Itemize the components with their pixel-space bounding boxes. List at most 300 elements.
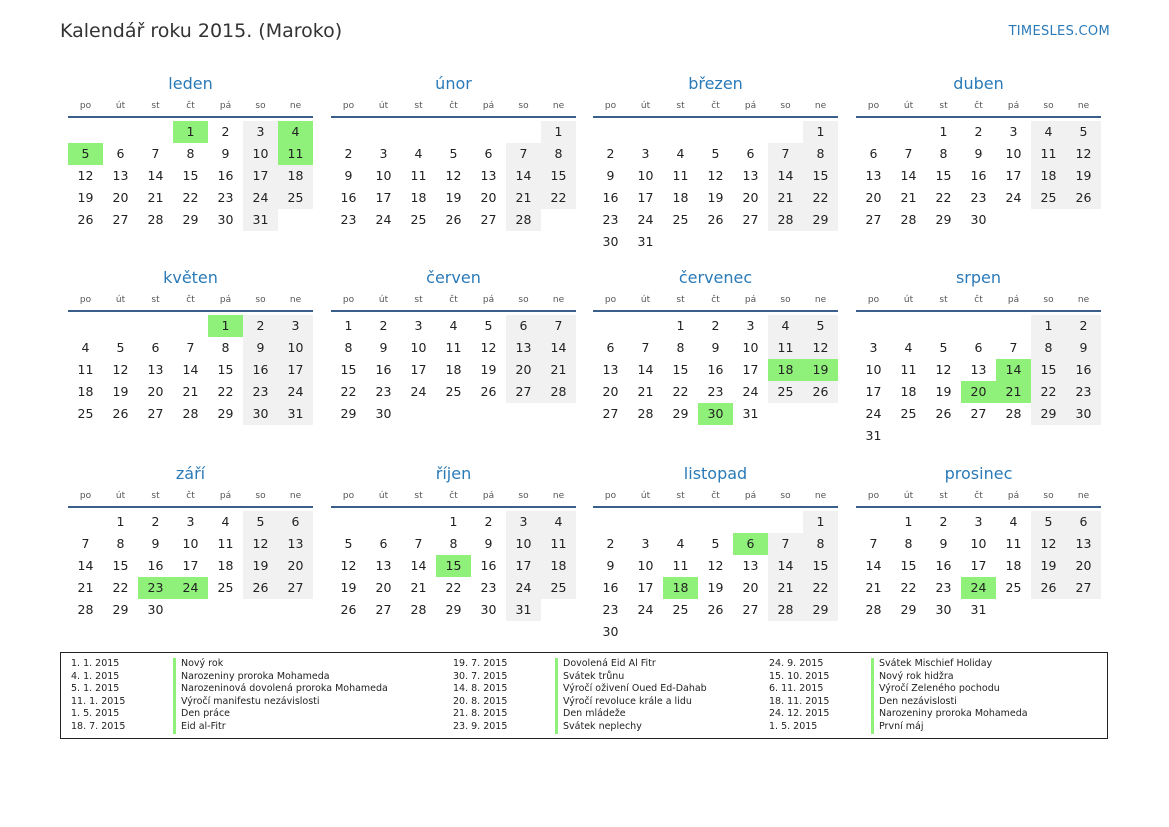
weekday-label: po <box>867 491 880 501</box>
day-cell: 4 <box>768 315 803 337</box>
day-cell: 1 <box>939 124 948 139</box>
day-cell: 16 <box>217 168 234 183</box>
weekday-label: st <box>676 101 685 111</box>
day-cell: 14 <box>768 555 803 577</box>
day-cell: 26 <box>1066 187 1101 209</box>
month-name: březen <box>688 74 743 93</box>
holiday-day-cell: 18 <box>663 577 698 599</box>
day-cell: 25 <box>410 212 427 227</box>
day-cell: 24 <box>742 384 759 399</box>
day-cell: 3 <box>186 514 195 529</box>
holiday-row <box>759 671 1028 684</box>
holiday-marker <box>555 671 558 684</box>
day-cell: 18 <box>445 362 462 377</box>
holiday-date: 14. 8. 2015 <box>453 683 508 695</box>
holiday-day-cell: 24 <box>173 577 208 599</box>
weekday-label: ne <box>289 491 302 501</box>
day-cell: 12 <box>480 340 497 355</box>
day-cell: 23 <box>707 384 724 399</box>
day-cell: 11 <box>1005 536 1022 551</box>
day-cell: 6 <box>116 146 125 161</box>
weekday-label: so <box>1043 491 1054 501</box>
weekday-label: so <box>255 101 266 111</box>
day-cell: 31 <box>637 234 654 249</box>
day-cell: 25 <box>900 406 917 421</box>
day-cell: 12 <box>340 558 357 573</box>
day-cell: 16 <box>602 580 619 595</box>
day-cell: 9 <box>1066 337 1101 359</box>
day-cell: 7 <box>506 143 541 165</box>
day-cell: 8 <box>939 146 948 161</box>
day-grid <box>593 315 838 425</box>
weekday-label: po <box>342 491 355 501</box>
day-cell: 22 <box>900 580 917 595</box>
weekday-label: po <box>342 295 355 305</box>
holiday-day-cell: 6 <box>733 533 768 555</box>
holiday-marker <box>871 721 874 734</box>
day-cell: 8 <box>541 143 576 165</box>
day-cell: 20 <box>375 580 392 595</box>
day-cell: 22 <box>112 580 129 595</box>
day-cell: 29 <box>340 406 357 421</box>
weekday-label: čt <box>711 101 720 111</box>
weekday-label: ne <box>289 101 302 111</box>
day-cell: 23 <box>217 190 234 205</box>
holiday-name: První máj <box>879 720 924 732</box>
day-cell: 28 <box>506 209 541 231</box>
holiday-date: 24. 9. 2015 <box>769 658 824 669</box>
weekday-header <box>331 99 576 118</box>
day-cell: 27 <box>506 381 541 403</box>
holiday-row <box>443 721 707 734</box>
month-name: květen <box>163 268 218 287</box>
weekday-label: út <box>115 101 126 111</box>
day-cell: 6 <box>746 146 755 161</box>
month-name: srpen <box>955 268 1002 287</box>
day-cell: 11 <box>77 362 94 377</box>
day-cell: 15 <box>935 168 952 183</box>
day-cell: 7 <box>541 315 576 337</box>
day-cell: 15 <box>182 168 199 183</box>
day-cell: 1 <box>449 514 458 529</box>
day-cell: 12 <box>77 168 94 183</box>
day-cell: 30 <box>602 234 619 249</box>
day-cell: 2 <box>243 315 278 337</box>
day-cell: 17 <box>742 362 759 377</box>
day-cell: 17 <box>637 580 654 595</box>
weekday-header <box>856 293 1101 312</box>
weekday-label: út <box>378 491 389 501</box>
weekday-label: ne <box>552 295 565 305</box>
day-cell: 14 <box>541 337 576 359</box>
day-cell: 31 <box>970 602 987 617</box>
weekday-header <box>331 293 576 312</box>
day-cell: 29 <box>672 406 689 421</box>
day-cell: 8 <box>116 536 125 551</box>
month-3 <box>856 73 1101 231</box>
day-grid <box>856 315 1101 447</box>
weekday-label: po <box>867 101 880 111</box>
day-cell: 11 <box>1031 143 1066 165</box>
day-cell: 10 <box>506 533 541 555</box>
day-cell: 4 <box>221 514 230 529</box>
day-cell: 2 <box>1066 315 1101 337</box>
day-cell: 17 <box>506 555 541 577</box>
day-cell: 11 <box>410 168 427 183</box>
weekday-label: st <box>151 101 160 111</box>
day-cell: 8 <box>344 340 353 355</box>
holiday-name: Svátek Mischief Holiday <box>879 658 993 669</box>
weekday-label: st <box>939 295 948 305</box>
day-cell: 21 <box>900 190 917 205</box>
weekday-label: ne <box>1077 491 1090 501</box>
day-cell: 3 <box>974 514 983 529</box>
day-cell: 26 <box>243 577 278 599</box>
month-5 <box>331 267 576 425</box>
day-cell: 26 <box>480 384 497 399</box>
day-cell: 13 <box>742 168 759 183</box>
day-cell: 5 <box>711 536 720 551</box>
holiday-name: Narozeniny proroka Mohameda <box>181 670 330 682</box>
day-cell: 10 <box>278 337 313 359</box>
holiday-name: Výročí oživení Oued Ed-Dahab <box>563 683 707 695</box>
holiday-list <box>60 652 1108 739</box>
day-cell: 26 <box>340 602 357 617</box>
day-cell: 23 <box>602 602 619 617</box>
day-cell: 12 <box>1066 143 1101 165</box>
day-cell: 5 <box>116 340 125 355</box>
month-name: prosinec <box>944 464 1013 483</box>
day-cell: 19 <box>243 555 278 577</box>
day-cell: 17 <box>182 558 199 573</box>
day-cell: 11 <box>672 558 689 573</box>
weekday-label: čt <box>186 491 195 501</box>
weekday-label: út <box>903 101 914 111</box>
day-cell: 4 <box>81 340 90 355</box>
day-cell: 1 <box>676 318 685 333</box>
day-cell: 16 <box>602 190 619 205</box>
day-cell: 24 <box>637 212 654 227</box>
holiday-date: 1. 5. 2015 <box>71 708 120 720</box>
day-cell: 2 <box>974 124 983 139</box>
holiday-name: Výročí revoluce krále a lidu <box>563 695 692 707</box>
weekday-header <box>856 489 1101 508</box>
holiday-name: Eid al-Fitr <box>181 720 226 732</box>
day-cell: 21 <box>768 577 803 599</box>
day-cell: 5 <box>449 146 458 161</box>
day-cell: 17 <box>243 165 278 187</box>
day-cell: 4 <box>414 146 423 161</box>
holiday-date: 1. 1. 2015 <box>71 658 120 669</box>
day-cell: 10 <box>742 340 759 355</box>
day-cell: 30 <box>935 602 952 617</box>
holiday-marker <box>555 696 558 709</box>
weekday-label: so <box>518 491 529 501</box>
day-grid <box>68 315 313 425</box>
day-cell: 30 <box>1066 403 1101 425</box>
day-cell: 9 <box>974 146 983 161</box>
weekday-label: pá <box>219 295 232 305</box>
day-cell: 12 <box>707 558 724 573</box>
weekday-label: ne <box>814 295 827 305</box>
day-grid <box>856 121 1101 231</box>
day-cell: 12 <box>1031 533 1066 555</box>
holiday-day-cell: 20 <box>961 381 996 403</box>
day-cell: 23 <box>970 190 987 205</box>
holiday-name: Svátek trůnu <box>563 670 625 682</box>
day-cell: 24 <box>278 381 313 403</box>
day-cell: 14 <box>410 558 427 573</box>
day-cell: 21 <box>147 190 164 205</box>
weekday-header <box>856 99 1101 118</box>
holiday-row <box>759 683 1028 696</box>
day-cell: 26 <box>935 406 952 421</box>
day-cell: 20 <box>506 359 541 381</box>
day-cell: 8 <box>221 340 230 355</box>
day-cell: 28 <box>768 209 803 231</box>
weekday-label: st <box>676 295 685 305</box>
holiday-day-cell: 23 <box>138 577 173 599</box>
weekday-label: út <box>903 295 914 305</box>
day-cell: 21 <box>410 580 427 595</box>
weekday-label: pá <box>482 491 495 501</box>
weekday-label: st <box>676 491 685 501</box>
day-cell: 27 <box>602 406 619 421</box>
holiday-marker <box>555 683 558 696</box>
day-cell: 20 <box>112 190 129 205</box>
day-cell: 1 <box>1031 315 1066 337</box>
weekday-label: ne <box>1077 295 1090 305</box>
holiday-name: Narozeniny proroka Mohameda <box>879 708 1028 720</box>
day-cell: 7 <box>1009 340 1018 355</box>
day-cell: 4 <box>1009 514 1018 529</box>
weekday-header <box>593 489 838 508</box>
day-cell: 23 <box>375 384 392 399</box>
day-cell: 12 <box>935 362 952 377</box>
day-cell: 2 <box>939 514 948 529</box>
day-cell: 29 <box>900 602 917 617</box>
day-cell: 17 <box>865 384 882 399</box>
day-cell: 4 <box>904 340 913 355</box>
day-cell: 17 <box>410 362 427 377</box>
day-cell: 28 <box>768 599 803 621</box>
day-cell: 23 <box>602 212 619 227</box>
holiday-day-cell: 1 <box>208 315 243 337</box>
day-cell: 30 <box>480 602 497 617</box>
weekday-header <box>593 99 838 118</box>
holiday-day-cell: 14 <box>996 359 1031 381</box>
weekday-header <box>331 489 576 508</box>
weekday-label: po <box>867 295 880 305</box>
day-cell: 19 <box>1066 165 1101 187</box>
weekday-label: so <box>1043 295 1054 305</box>
day-cell: 25 <box>672 602 689 617</box>
day-cell: 2 <box>484 514 493 529</box>
day-cell: 2 <box>606 536 615 551</box>
weekday-label: pá <box>744 491 757 501</box>
day-cell: 6 <box>506 315 541 337</box>
day-cell: 25 <box>1005 580 1022 595</box>
day-cell: 12 <box>707 168 724 183</box>
day-cell: 17 <box>278 359 313 381</box>
day-cell: 6 <box>278 511 313 533</box>
day-cell: 3 <box>506 511 541 533</box>
weekday-label: út <box>115 295 126 305</box>
holiday-marker <box>871 696 874 709</box>
day-cell: 25 <box>672 212 689 227</box>
weekday-label: út <box>640 101 651 111</box>
weekday-label: čt <box>974 295 983 305</box>
weekday-label: čt <box>449 101 458 111</box>
weekday-label: st <box>414 101 423 111</box>
day-cell: 2 <box>344 146 353 161</box>
day-cell: 24 <box>410 384 427 399</box>
day-cell: 4 <box>676 146 685 161</box>
weekday-header <box>68 99 313 118</box>
month-name: duben <box>953 74 1004 93</box>
holiday-row <box>443 671 707 684</box>
day-cell: 14 <box>768 165 803 187</box>
day-cell: 11 <box>672 168 689 183</box>
holiday-day-cell: 11 <box>278 143 313 165</box>
weekday-label: pá <box>744 101 757 111</box>
weekday-label: ne <box>814 491 827 501</box>
day-cell: 25 <box>77 406 94 421</box>
day-cell: 24 <box>506 577 541 599</box>
day-cell: 24 <box>243 187 278 209</box>
weekday-label: pá <box>482 295 495 305</box>
day-cell: 26 <box>112 406 129 421</box>
day-cell: 27 <box>278 577 313 599</box>
day-cell: 15 <box>803 555 838 577</box>
day-cell: 16 <box>375 362 392 377</box>
day-cell: 19 <box>340 580 357 595</box>
day-cell: 21 <box>637 384 654 399</box>
weekday-label: so <box>1043 101 1054 111</box>
holiday-row <box>443 658 707 671</box>
day-cell: 1 <box>116 514 125 529</box>
day-cell: 5 <box>803 315 838 337</box>
month-1 <box>331 73 576 231</box>
day-cell: 13 <box>375 558 392 573</box>
day-cell: 22 <box>541 187 576 209</box>
day-cell: 14 <box>637 362 654 377</box>
day-cell: 13 <box>480 168 497 183</box>
weekday-label: st <box>939 491 948 501</box>
holiday-row <box>61 683 388 696</box>
weekday-label: po <box>604 295 617 305</box>
weekday-label: so <box>518 295 529 305</box>
day-cell: 21 <box>77 580 94 595</box>
month-name: červenec <box>678 268 753 287</box>
day-cell: 16 <box>147 558 164 573</box>
day-cell: 2 <box>606 146 615 161</box>
holiday-marker <box>173 683 176 696</box>
day-cell: 4 <box>449 318 458 333</box>
brand-link[interactable]: TIMESLES.COM <box>1008 24 1110 39</box>
day-cell: 29 <box>803 599 838 621</box>
day-cell: 19 <box>112 384 129 399</box>
day-cell: 13 <box>278 533 313 555</box>
day-cell: 19 <box>707 580 724 595</box>
day-cell: 2 <box>379 318 388 333</box>
weekday-label: út <box>640 491 651 501</box>
holiday-date: 5. 1. 2015 <box>71 683 120 695</box>
weekday-label: po <box>604 101 617 111</box>
day-cell: 9 <box>344 168 353 183</box>
day-cell: 18 <box>1005 558 1022 573</box>
day-cell: 10 <box>182 536 199 551</box>
day-cell: 22 <box>1031 381 1066 403</box>
weekday-label: čt <box>974 491 983 501</box>
day-cell: 12 <box>445 168 462 183</box>
holiday-name: Narozeninová dovolená proroka Mohameda <box>181 683 388 695</box>
weekday-label: so <box>780 491 791 501</box>
day-cell: 27 <box>112 212 129 227</box>
month-name: červen <box>426 268 481 287</box>
day-cell: 17 <box>1005 168 1022 183</box>
day-cell: 7 <box>151 146 160 161</box>
weekday-label: pá <box>219 101 232 111</box>
day-cell: 22 <box>803 577 838 599</box>
day-cell: 27 <box>970 406 987 421</box>
weekday-label: pá <box>219 491 232 501</box>
weekday-label: út <box>378 295 389 305</box>
day-cell: 17 <box>970 558 987 573</box>
holiday-row <box>759 696 1028 709</box>
month-0 <box>68 73 313 231</box>
day-cell: 6 <box>869 146 878 161</box>
day-grid <box>331 121 576 231</box>
holiday-date: 24. 12. 2015 <box>769 708 830 720</box>
day-grid <box>593 511 838 643</box>
holiday-day-cell: 1 <box>173 121 208 143</box>
holiday-row <box>443 696 707 709</box>
day-cell: 15 <box>900 558 917 573</box>
day-cell: 24 <box>865 406 882 421</box>
month-10 <box>593 463 838 643</box>
day-cell: 15 <box>217 362 234 377</box>
weekday-label: čt <box>449 295 458 305</box>
day-cell: 26 <box>77 212 94 227</box>
day-cell: 16 <box>1066 359 1101 381</box>
weekday-label: čt <box>711 295 720 305</box>
holiday-row <box>61 696 388 709</box>
month-name: leden <box>168 74 213 93</box>
day-cell: 18 <box>217 558 234 573</box>
day-cell: 6 <box>606 340 615 355</box>
weekday-label: so <box>780 295 791 305</box>
weekday-label: st <box>414 491 423 501</box>
holiday-marker <box>555 658 558 671</box>
holiday-column <box>61 658 388 734</box>
day-cell: 5 <box>1066 121 1101 143</box>
day-cell: 28 <box>637 406 654 421</box>
day-cell: 6 <box>484 146 493 161</box>
day-cell: 4 <box>541 511 576 533</box>
day-cell: 3 <box>1009 124 1018 139</box>
day-cell: 14 <box>865 558 882 573</box>
day-cell: 30 <box>147 602 164 617</box>
holiday-marker <box>173 696 176 709</box>
holiday-day-cell: 4 <box>278 121 313 143</box>
holiday-name: Nový rok hidžra <box>879 670 954 682</box>
day-cell: 29 <box>803 209 838 231</box>
day-cell: 29 <box>445 602 462 617</box>
day-cell: 20 <box>1066 555 1101 577</box>
weekday-label: pá <box>744 295 757 305</box>
day-cell: 3 <box>641 146 650 161</box>
